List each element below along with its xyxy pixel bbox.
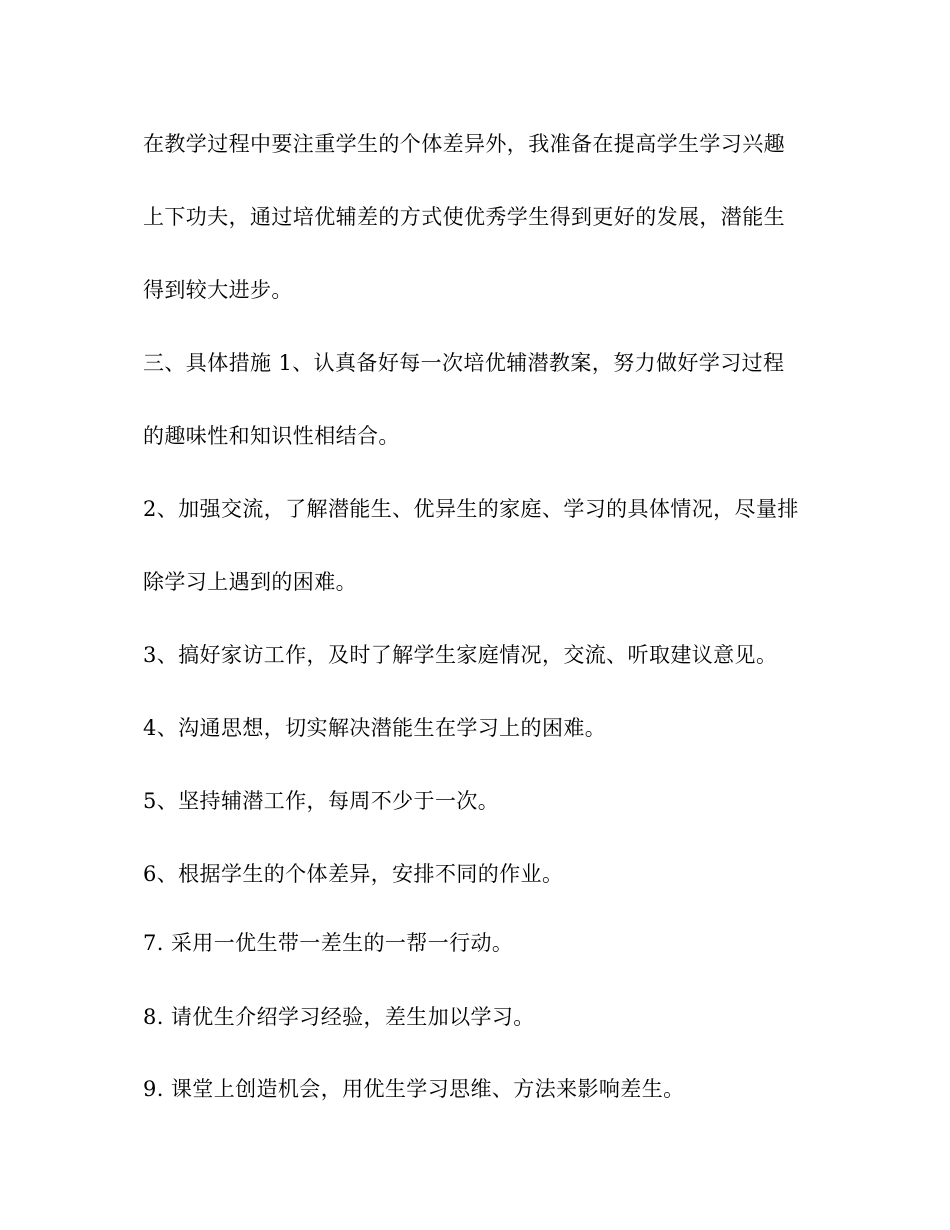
section-heading-line: 三、具体措施 1、认真备好每一次培优辅潜教案，努力做好学习过程 bbox=[143, 351, 785, 375]
paragraph-line: 除学习上遇到的困难。 bbox=[143, 570, 357, 594]
list-item: 2、加强交流，了解潜能生、优异生的家庭、学习的具体情况，尽量排 bbox=[143, 497, 799, 521]
list-item: 4、沟通思想，切实解决潜能生在学习上的困难。 bbox=[143, 716, 607, 740]
paragraph-line: 在教学过程中要注重学生的个体差异外，我准备在提高学生学习兴趣 bbox=[143, 132, 785, 156]
paragraph-line: 上下功夫，通过培优辅差的方式使优秀学生得到更好的发展，潜能生 bbox=[143, 205, 785, 229]
paragraph-line: 得到较大进步。 bbox=[143, 278, 293, 302]
list-item: 9. 课堂上创造机会，用优生学习思维、方法来影响差生。 bbox=[143, 1077, 685, 1101]
list-item: 6、根据学生的个体差异，安排不同的作业。 bbox=[143, 862, 564, 886]
list-item: 5、坚持辅潜工作，每周不少于一次。 bbox=[143, 789, 500, 813]
list-item: 7. 采用一优生带一差生的一帮一行动。 bbox=[143, 931, 514, 955]
paragraph-line: 的趣味性和知识性相结合。 bbox=[143, 424, 400, 448]
list-item: 8. 请优生介绍学习经验，差生加以学习。 bbox=[143, 1005, 535, 1029]
list-item: 3、搞好家访工作，及时了解学生家庭情况，交流、听取建议意见。 bbox=[143, 643, 778, 667]
